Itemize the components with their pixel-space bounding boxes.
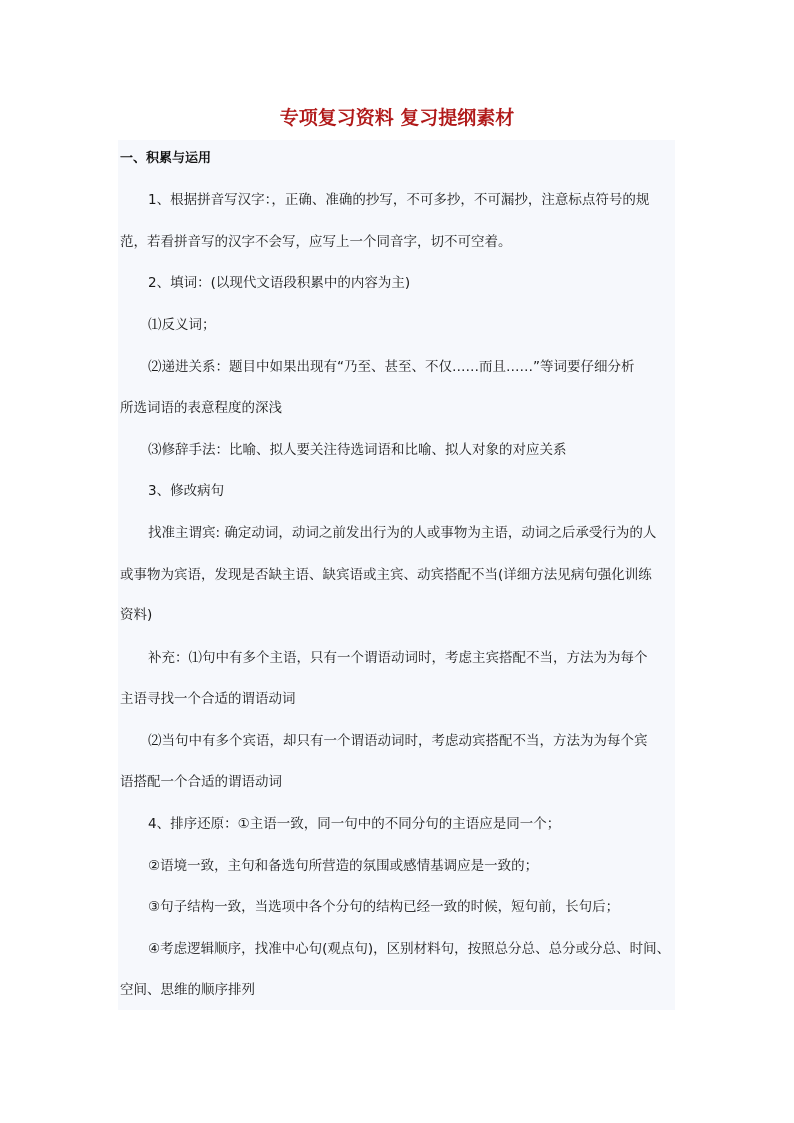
paragraph-line: 资料) [120, 607, 153, 623]
page-title: 专项复习资料 复习提纲素材 [279, 107, 515, 129]
paragraph-line: ⑴反义词； [148, 317, 216, 333]
paragraph-line: 4、排序还原：①主语一致，同一句中的不同分句的主语应是同一个； [148, 816, 561, 832]
paragraph-line: 主语寻找一个合适的谓语动词 [120, 691, 296, 707]
paragraph-line: 2、填词：(以现代文语段积累中的内容为主) [148, 275, 411, 291]
paragraph-line: 或事物为宾语，发现是否缺主语、缺宾语或主宾、动宾搭配不当(详细方法见病句强化训练 [120, 567, 652, 583]
paragraph-line: 3、修改病句 [148, 483, 225, 499]
paragraph-line: ③句子结构一致，当选项中各个分句的结构已经一致的时候，短句前，长句后； [148, 899, 620, 915]
paragraph-line: 补充：⑴句中有多个主语，只有一个谓语动词时，考虑主宾搭配不当，方法为为每个 [148, 650, 648, 666]
paragraph-line: ⑵递进关系：题目中如果出现有“乃至、甚至、不仅……而且……”等词要仔细分析 [148, 359, 635, 375]
paragraph-line: ⑵当句中有多个宾语，却只有一个谓语动词时，考虑动宾搭配不当，方法为为每个宾 [148, 733, 648, 749]
paragraph-line: ④考虑逻辑顺序，找准中心句(观点句)，区别材料句，按照总分总、总分或分总、时间、 [148, 941, 671, 957]
paragraph-line: 1、根据拼音写汉字：，正确、准确的抄写，不可多抄，不可漏抄，注意标点符号的规 [148, 192, 650, 208]
section-heading: 一、积累与运用 [120, 151, 212, 166]
paragraph-line: 找准主谓宾: 确定动词，动词之前发出行为的人或事物为主语，动词之后承受行为的人 [148, 525, 657, 541]
paragraph-line: 语搭配一个合适的谓语动词 [120, 774, 282, 790]
paragraph-line: 所选词语的表意程度的深浅 [120, 400, 282, 416]
paragraph-line: ⑶修辞手法：比喻、拟人要关注待选词语和比喻、拟人对象的对应关系 [148, 442, 567, 458]
paragraph-line: 范，若看拼音写的汉字不会写，应写上一个同音字，切不可空着。 [120, 234, 512, 250]
paragraph-line: ②语境一致，主句和备选句所营造的氛围或感情基调应是一致的； [148, 858, 539, 874]
paragraph-line: 空间、思维的顺序排列 [120, 982, 255, 998]
